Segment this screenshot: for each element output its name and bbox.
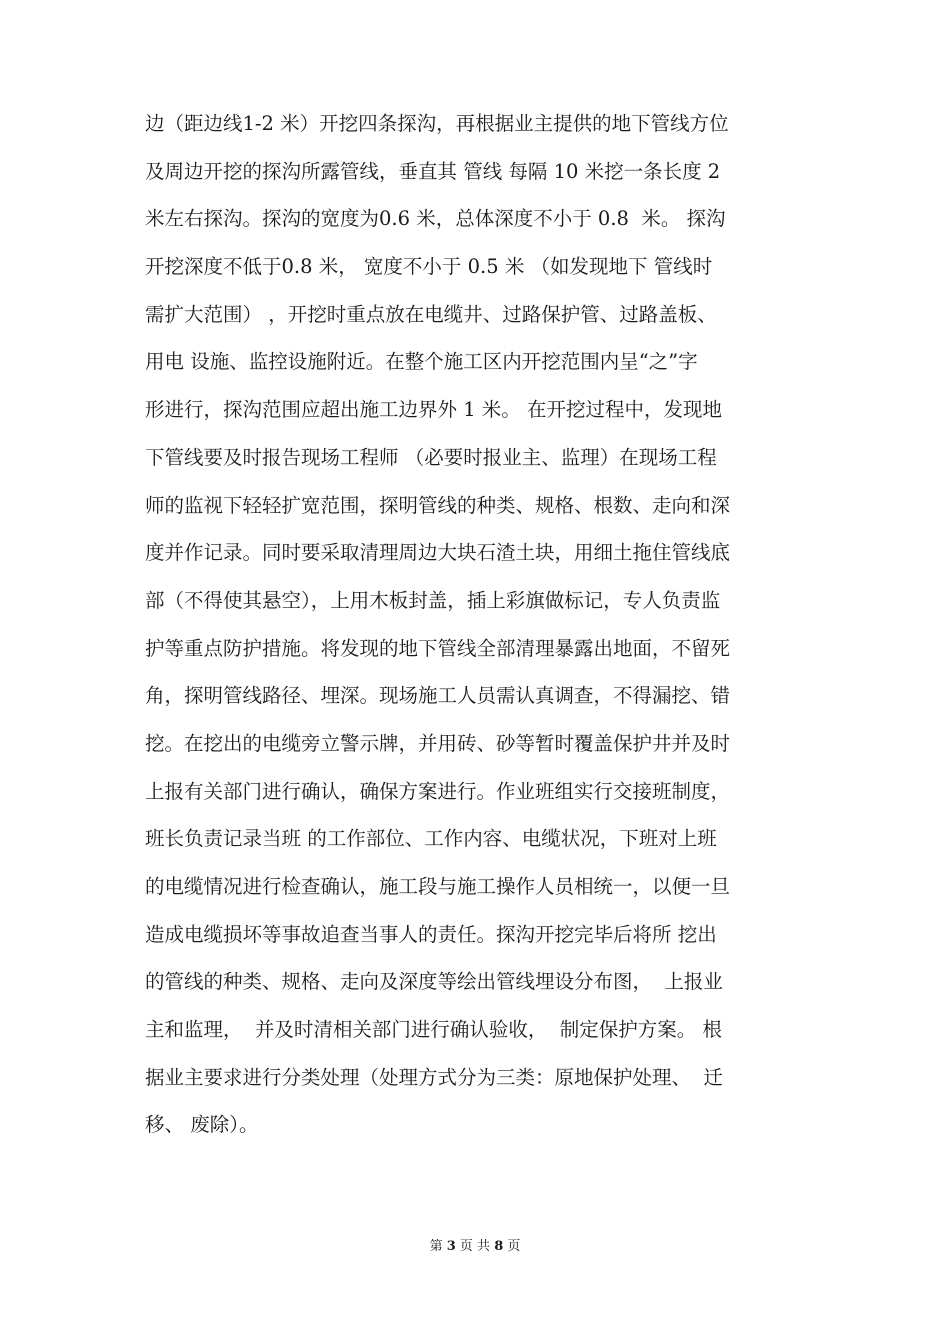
text-line: 移、 废除）。 [145,1113,259,1137]
total-pages-number: 8 [494,1239,504,1254]
text-line: 的管线的种类、规格、走向及深度等绘出管线埋设分布图， 上报业 [145,970,723,994]
text-line: 的电缆情况进行检查确认，施工段与施工操作人员相统一，以便一旦 [145,875,731,898]
text-line: 形进行，探沟范围应超出施工边界外 1 米。 在开挖过程中，发现地 [145,398,723,422]
text-line: 角，探明管线路径、埋深。现场施工人员需认真调查，不得漏挖、错 [145,684,731,708]
text-line: 下管线要及时报告现场工程师 （必要时报业主、监理）在现场工程 [145,445,717,469]
text-line: 挖。在挖出的电缆旁立警示牌，并用砖、砂等暂时覆盖保护井并及时 [145,731,731,755]
current-page-number: 3 [446,1239,456,1254]
footer-middle: 页 共 [455,1239,495,1254]
text-line: 用电 设施、监控设施附近。在整个施工区内开挖范围内呈“之”字 [145,350,698,374]
body-text [145,100,825,1149]
text-line: 及周边开挖的探沟所露管线，垂直其 管线 每隔 10 米挖一条长度 2 [145,159,721,183]
footer-suffix: 页 [503,1239,521,1254]
text-line: 部（不得使其悬空），上用木板封盖，插上彩旗做标记，专人负责监 [145,588,721,612]
page-footer [0,1235,950,1254]
text-line: 造成电缆损坏等事故追查当事人的责任。探沟开挖完毕后将所 挖出 [145,922,717,946]
text-line: 护等重点防护措施。将发现的地下管线全部清理暴露出地面，不留死 [145,636,731,660]
text-line: 上报有关部门进行确认，确保方案进行。作业班组实行交接班制度， [145,779,731,803]
footer-prefix: 第 [429,1239,447,1254]
text-line: 开挖深度不低于0.8 米， 宽度不小于 0.5 米 （如发现地下 管线时 [145,255,713,279]
text-line: 据业主要求进行分类处理（处理方式分为三类：原地保护处理、 迁 [145,1065,723,1089]
text-line: 主和监理， 并及时清相关部门进行确认验收， 制定保护方案。 根 [145,1018,722,1042]
text-line: 边（距边线1-2 米）开挖四条探沟，再根据业主提供的地下管线方位 [145,112,729,135]
text-line: 需扩大范围） ，开挖时重点放在电缆井、过路保护管、过路盖板、 [145,302,717,326]
text-line: 米左右探沟。探沟的宽度为0.6 米，总体深度不小于 0.8 米。 探沟 [145,207,726,231]
text-line: 班长负责记录当班 的工作部位、工作内容、电缆状况，下班对上班 [145,827,717,851]
text-line: 度并作记录。同时要采取清理周边大块石渣土块，用细土拖住管线底 [145,541,731,565]
text-line: 师的监视下轻轻扩宽范围，探明管线的种类、规格、根数、走向和深 [145,493,731,517]
